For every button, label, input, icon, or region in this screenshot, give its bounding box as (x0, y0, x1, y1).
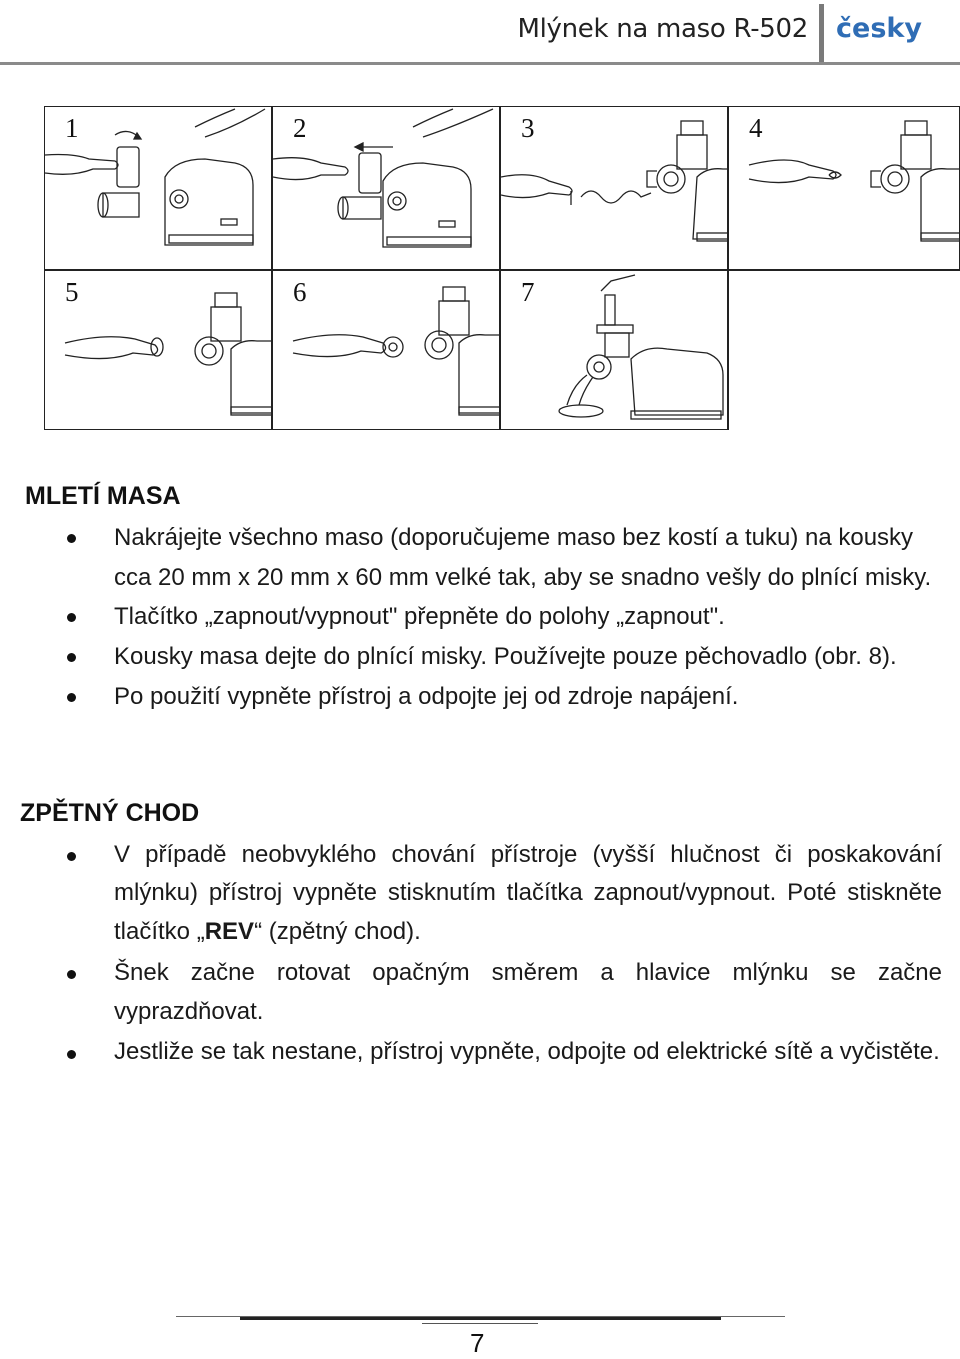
list-item-text: V případě neobvyklého chování přístroje (vyšší hlučnost či poskakování (114, 841, 942, 868)
panel-number: 7 (521, 277, 535, 307)
bullet-icon (67, 1050, 76, 1059)
bullet-icon (67, 534, 76, 543)
grinder-illustration (729, 107, 960, 271)
language-label: česky (836, 13, 922, 44)
figure-panel-1 (44, 106, 272, 270)
figure-panel-4 (728, 106, 960, 270)
panel-number: 4 (749, 113, 763, 143)
panel-number: 2 (293, 113, 307, 143)
bullet-icon (67, 970, 76, 979)
list-item-text: Šnek začne rotovat opačným směrem a hlavice mlýnku se začne (114, 959, 942, 986)
section-title-reverse: ZPĚTNÝ CHOD (20, 799, 200, 827)
footer-rule (422, 1323, 538, 1324)
list-item-text-continued: mlýnku) přístroj vypněte stisknutím tlačítka zapnout/vypnout. Poté stiskněte (114, 879, 942, 906)
rev-button-label: REV (204, 918, 255, 945)
figure-panel-6 (272, 270, 500, 430)
figure-panel-3 (500, 106, 728, 270)
header-separator (819, 4, 824, 62)
list-item-text: Tlačítko „zapnout/vypnout" přepněte do polohy „zapnout". (114, 603, 725, 630)
bullet-icon (67, 613, 76, 622)
list-item-text-continued: tlačítko „REV“ (zpětný chod). (114, 918, 421, 945)
grinder-illustration (273, 271, 501, 431)
list-item-text-continued: vyprazdňovat. (114, 998, 264, 1025)
list-item-text: Po použití vypněte přístroj a odpojte jej od zdroje napájení. (114, 683, 739, 710)
bullet-icon (67, 693, 76, 702)
bullet-icon (67, 653, 76, 662)
panel-number: 3 (521, 113, 535, 143)
assembly-figures (0, 100, 960, 440)
list-item-text: Nakrájejte všechno maso (doporučujeme maso bez kostí a tuku) na kousky (114, 524, 914, 551)
section-title-grinding: MLETÍ MASA (25, 482, 181, 510)
figure-panel-5 (44, 270, 272, 430)
page-header (0, 0, 960, 66)
header-rule (0, 62, 960, 65)
page-number: 7 (470, 1328, 485, 1358)
list-item-text: Kousky masa dejte do plnící misky. Používejte pouze pěchovadlo (obr. 8). (114, 643, 897, 670)
grinder-illustration (273, 107, 501, 271)
list-item-text: Jestliže se tak nestane, přístroj vypněte, odpojte od elektrické sítě a vyčistěte. (114, 1038, 940, 1065)
figure-panel-2 (272, 106, 500, 270)
footer-rule (240, 1317, 721, 1320)
figure-panel-7 (500, 270, 728, 430)
figure-panel-empty (728, 270, 960, 430)
list-item-text-continued: cca 20 mm x 20 mm x 60 mm velké tak, aby se snadno vešly do plnící misky. (114, 564, 932, 591)
grinder-illustration (501, 107, 729, 271)
grinder-illustration (45, 271, 273, 431)
grinder-illustration (45, 107, 273, 271)
document-title: Mlýnek na maso R-502 (517, 14, 808, 44)
panel-number: 5 (65, 277, 79, 307)
bullet-icon (67, 852, 76, 861)
panel-number: 1 (65, 113, 79, 143)
grinder-illustration (501, 271, 729, 431)
panel-number: 6 (293, 277, 307, 307)
